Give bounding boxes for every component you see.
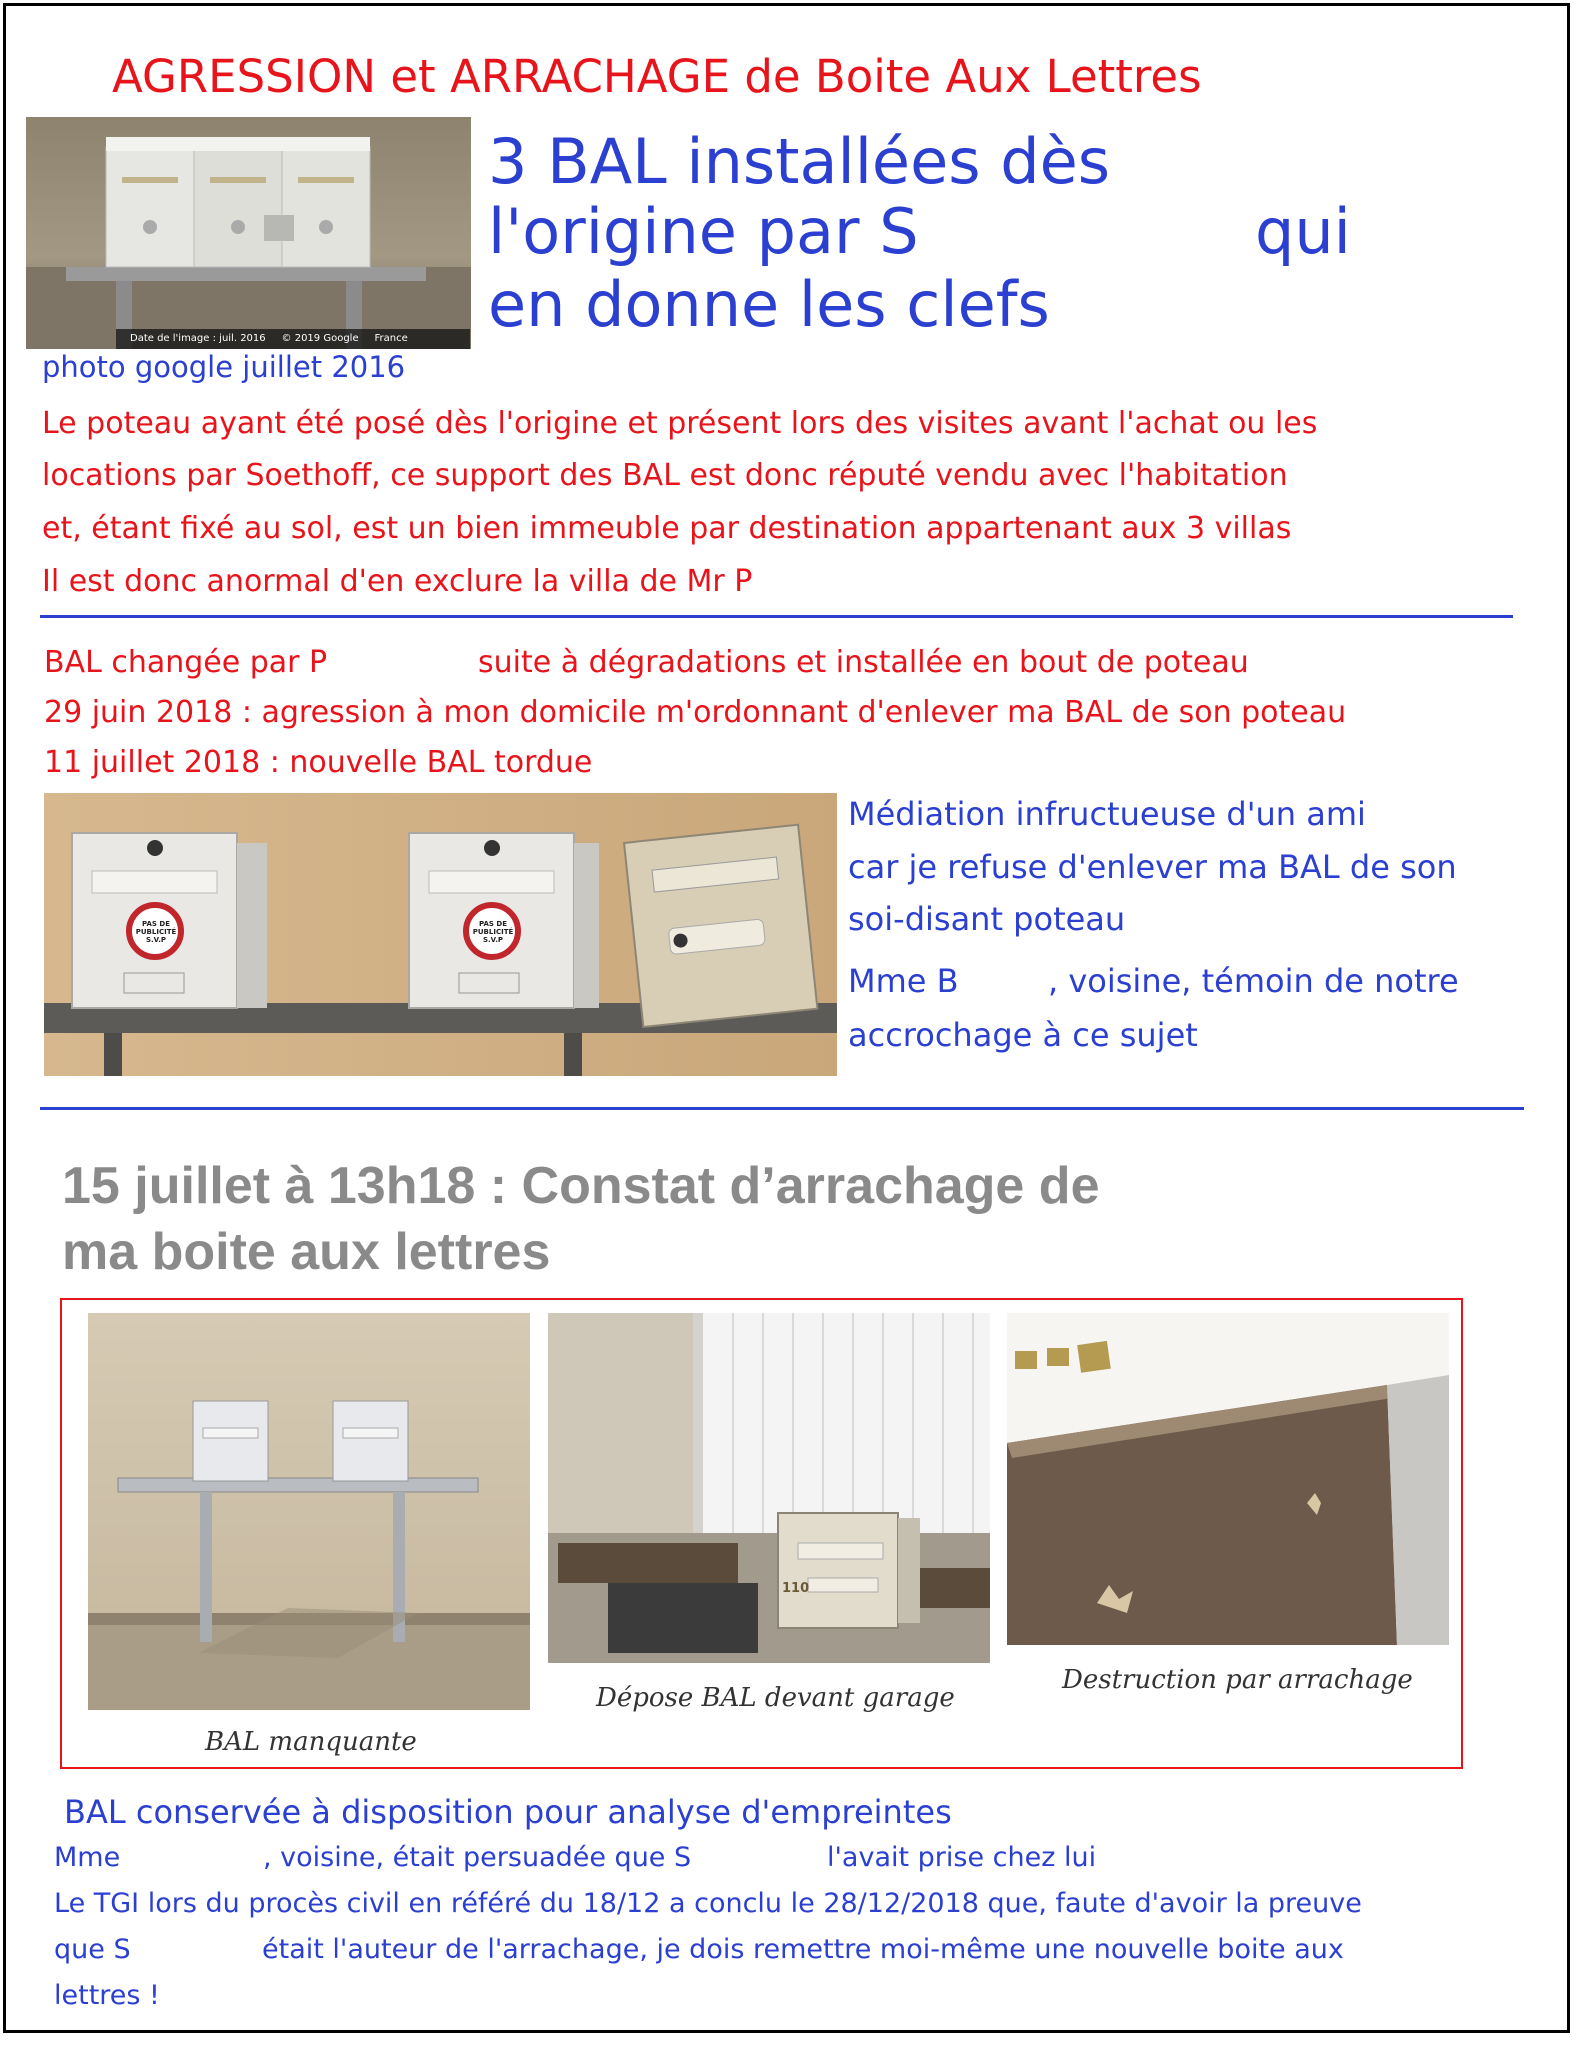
- intro-line-3: en donne les clefs: [488, 268, 1050, 341]
- mediation-line-1: Médiation infructueuse d'un ami: [848, 795, 1366, 833]
- events-line-2: 29 juin 2018 : agression à mon domicile m'ordonnant d'enlever ma BAL de son poteau: [44, 695, 1347, 730]
- paragraph-line-4: Il est donc anormal d'en exclure la villa de Mr P: [42, 564, 753, 599]
- witness-line-2: accrochage à ce sujet: [848, 1016, 1198, 1054]
- photo-watermark: Date de l'image : juil. 2016 © 2019 Google France: [130, 333, 408, 344]
- events-line-1b: suite à dégradations et installée en bout de poteau: [478, 645, 1249, 680]
- footer-line-4a: que S: [54, 1934, 131, 1965]
- footer-line-2b: , voisine, était persuadée que S: [263, 1842, 692, 1873]
- pas-de-pub-sticker-1: PAS DE PUBLICITÉ S.V.P: [135, 920, 177, 944]
- events-line-3: 11 juillet 2018 : nouvelle BAL tordue: [44, 745, 593, 780]
- constat-title-line-2: ma boite aux lettres: [62, 1223, 551, 1281]
- google-street-photo: [26, 117, 471, 349]
- paragraph-line-1: Le poteau ayant été posé dès l'origine et présent lors des visites avant l'achat ou les: [42, 406, 1318, 441]
- mediation-line-3: soi-disant poteau: [848, 900, 1126, 938]
- box-number-label: 110: [782, 1581, 810, 1596]
- garage-mailbox-photo: [548, 1313, 990, 1663]
- intro-line-1: 3 BAL installées dès: [488, 125, 1111, 198]
- footer-line-3: Le TGI lors du procès civil en référé du 18/12 a conclu le 28/12/2018 que, faute d'avoir la preuve: [54, 1888, 1362, 1919]
- footer-line-2c: l'avait prise chez lui: [827, 1842, 1097, 1873]
- footer-line-5: lettres !: [54, 1980, 160, 2011]
- photo-caption: photo google juillet 2016: [42, 350, 406, 384]
- footer-line-2a: Mme: [54, 1842, 121, 1873]
- page-title: AGRESSION et ARRACHAGE de Boite Aux Lettres: [112, 50, 1202, 103]
- footer-line-4b: était l'auteur de l'arrachage, je dois remettre moi-même une nouvelle boite aux: [262, 1934, 1344, 1965]
- mediation-line-2: car je refuse d'enlever ma BAL de son: [848, 848, 1457, 886]
- destruction-photo: [1007, 1313, 1449, 1645]
- missing-mailbox-photo: [88, 1313, 530, 1710]
- pas-de-pub-sticker-2: PAS DE PUBLICITÉ S.V.P: [472, 920, 514, 944]
- divider-1: [40, 615, 1513, 618]
- paragraph-line-3: et, étant fixé au sol, est un bien immeuble par destination appartenant aux 3 villas: [42, 511, 1292, 546]
- witness-line-1a: Mme B: [848, 962, 959, 1000]
- caption-garage: Dépose BAL devant garage: [596, 1683, 955, 1713]
- footer-line-1: BAL conservée à disposition pour analyse d'empreintes: [64, 1793, 952, 1831]
- witness-line-1b: , voisine, témoin de notre: [1048, 962, 1459, 1000]
- paragraph-line-2: locations par Soethoff, ce support des BAL est donc réputé vendu avec l'habitation: [42, 458, 1288, 493]
- events-line-1a: BAL changée par P: [44, 645, 328, 680]
- constat-title-line-1: 15 juillet à 13h18 : Constat d’arrachage de: [62, 1157, 1100, 1215]
- intro-line-2a: l'origine par S: [488, 195, 919, 268]
- caption-missing-mailbox: BAL manquante: [205, 1727, 417, 1757]
- divider-2: [40, 1107, 1524, 1110]
- caption-destruction: Destruction par arrachage: [1062, 1665, 1413, 1695]
- intro-line-2b: qui: [1255, 195, 1351, 268]
